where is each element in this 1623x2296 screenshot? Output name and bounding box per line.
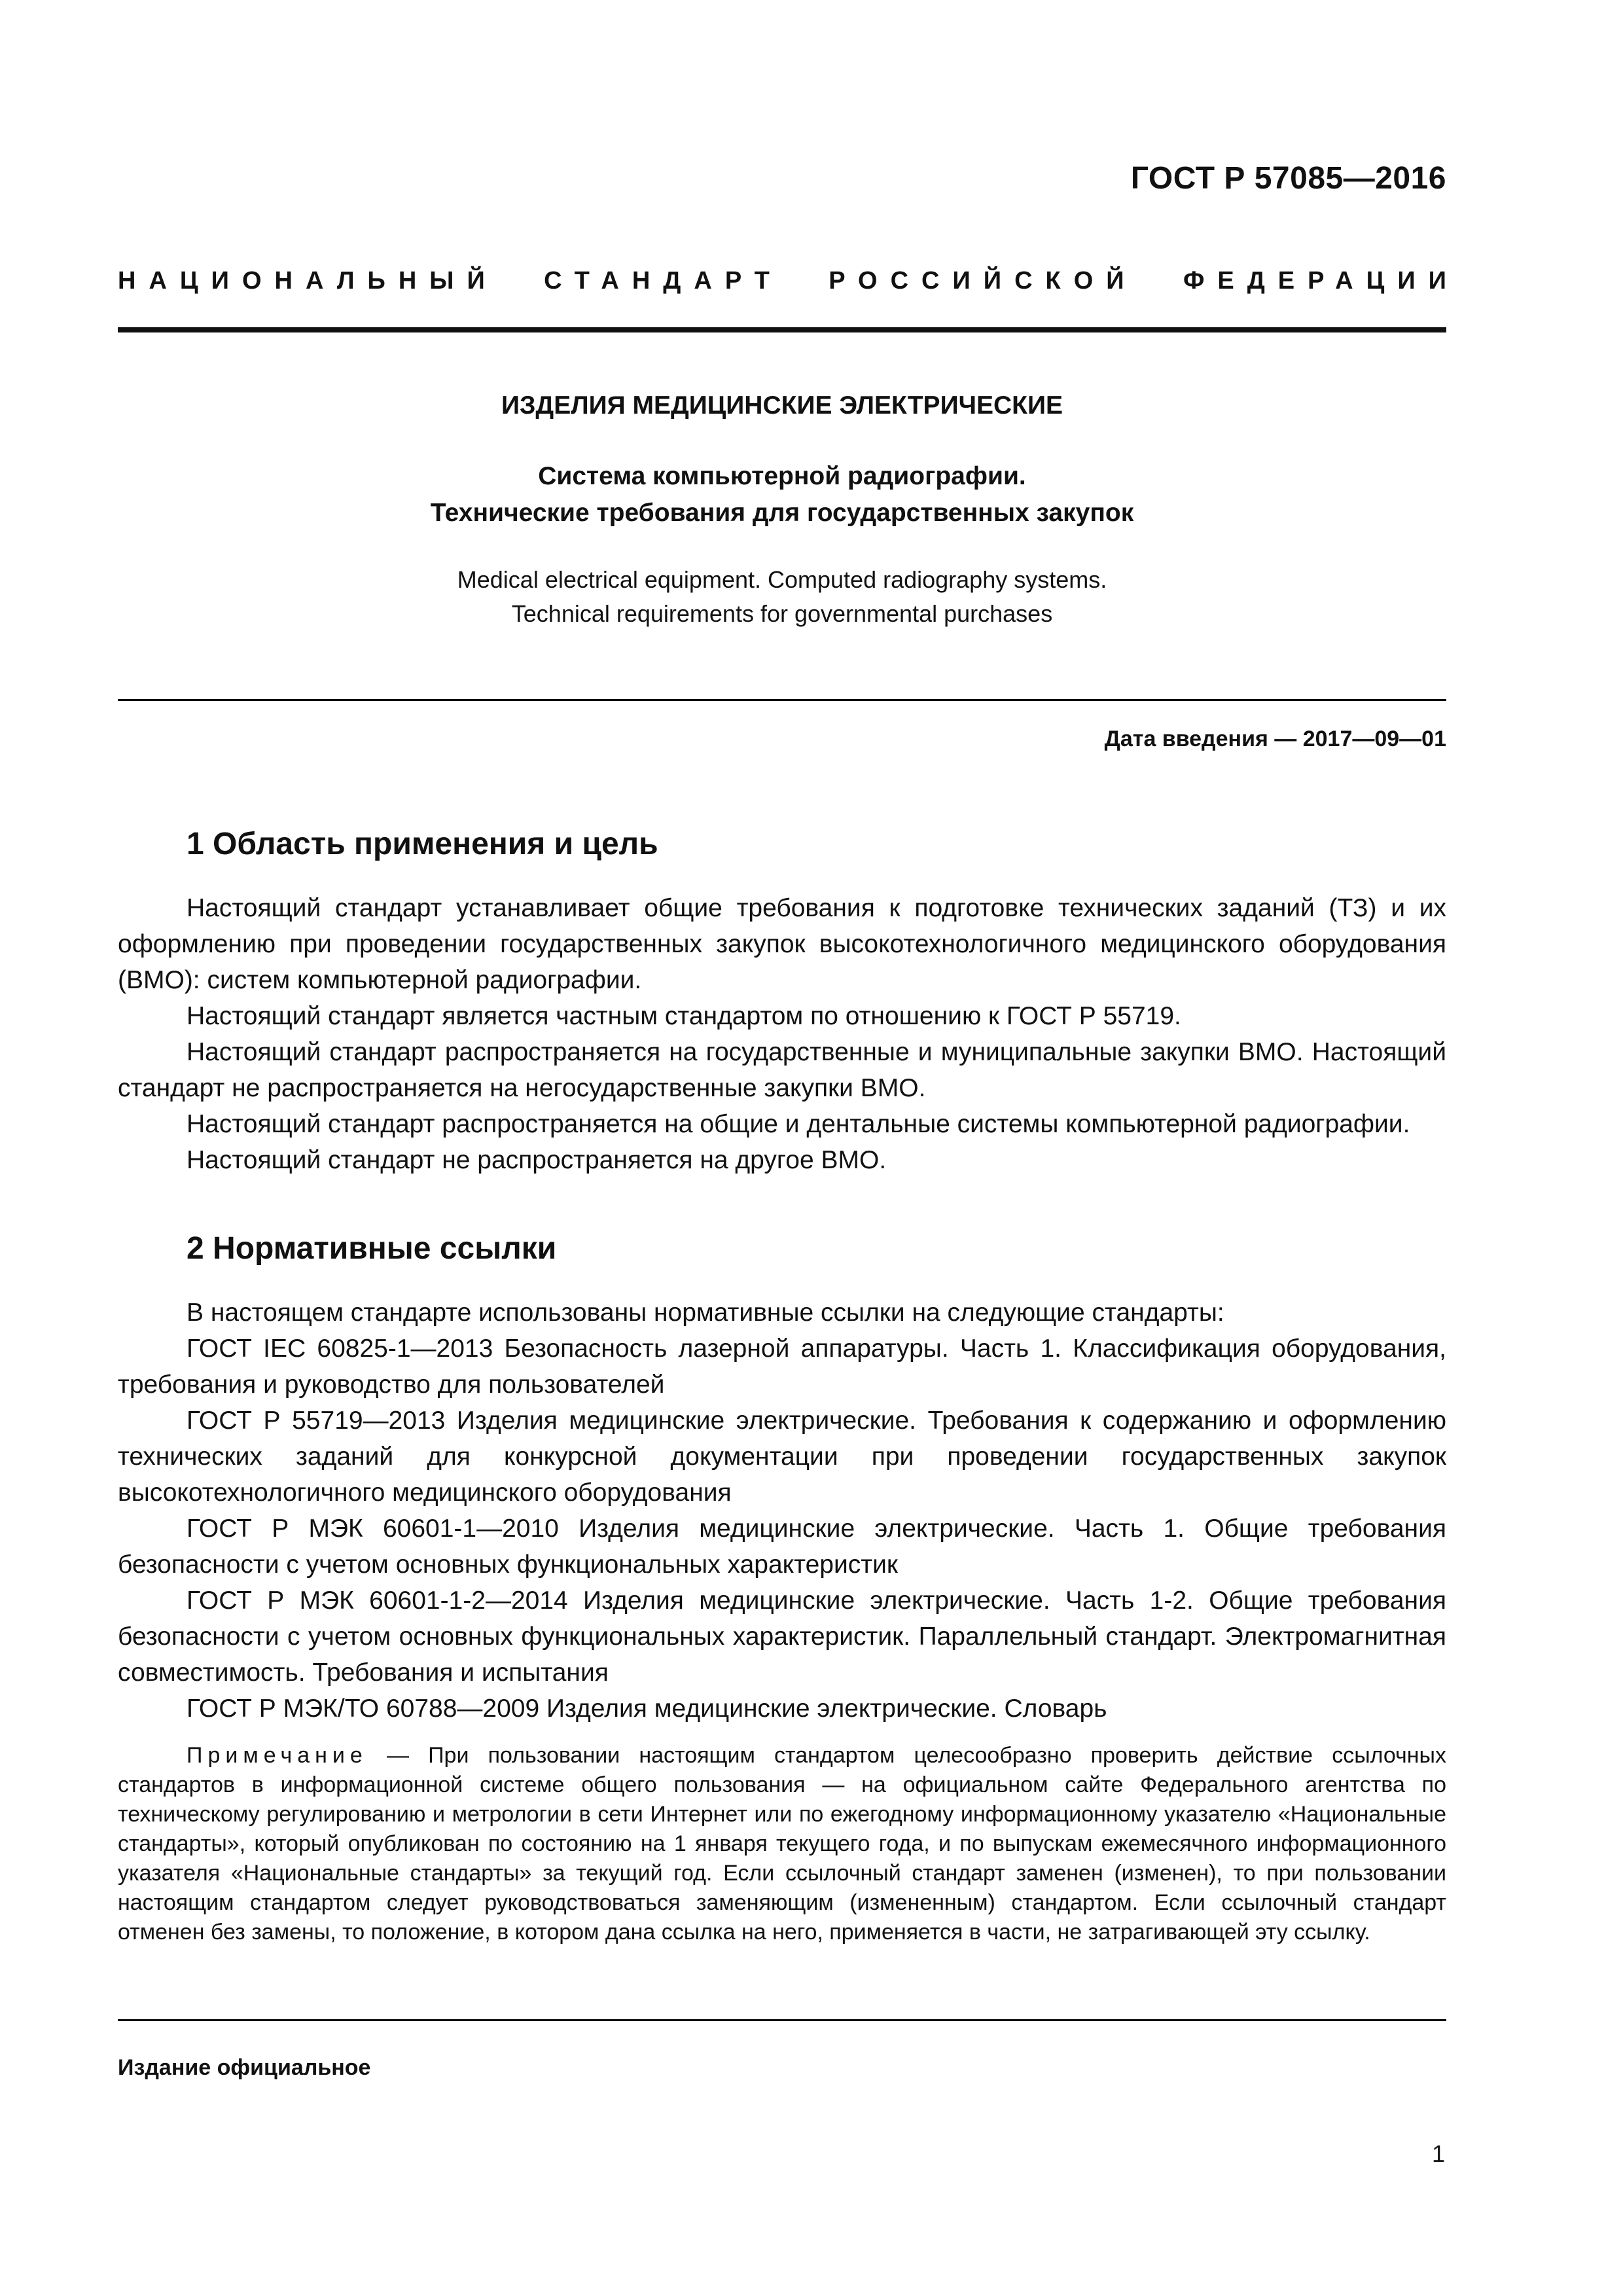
english-title-line: Technical requirements for governmental purchases [511, 600, 1053, 627]
english-title-line: Medical electrical equipment. Computed radiography systems. [457, 566, 1107, 593]
edition-label: Издание официальное [118, 2055, 371, 2080]
paragraph: Настоящий стандарт распространяется на государственные и муниципальные закупки ВМО. Настоящий стандарт не распространяется на негосударственные закупки ВМО. [118, 1038, 1446, 1102]
reference-item: ГОСТ Р 55719—2013 Изделия медицинские электрические. Требования к содержанию и оформлению технических заданий для конкурсной документации при проведении государственных закупок высокотехнологичного медицинского оборудования [118, 1407, 1446, 1507]
document-code: ГОСТ Р 57085—2016 [1130, 161, 1446, 196]
section-2-heading: 2 Нормативные ссылки [187, 1231, 557, 1266]
section-2-body [118, 1295, 1446, 1727]
subtitle-line: Технические требования для государственных закупок [430, 499, 1134, 527]
standard-title [118, 267, 1459, 295]
paragraph: Настоящий стандарт является частным стандартом по отношению к ГОСТ Р 55719. [187, 1002, 1181, 1030]
paragraph: Настоящий стандарт устанавливает общие требования к подготовке технических заданий (ТЗ) и их оформлению при проведении государственных закупок высокотехнологичного медицинского оборудования (ВМО): систем компьютерной радиографии. [118, 894, 1446, 994]
section-1-body [118, 890, 1446, 1178]
page-number: 1 [1431, 2140, 1445, 2167]
reference-item: ГОСТ Р МЭК 60601-1—2010 Изделия медицинские электрические. Часть 1. Общие требования безопасности с учетом основных функциональных характеристик [118, 1515, 1446, 1579]
reference-item: ГОСТ IEC 60825-1—2013 Безопасность лазерной аппаратуры. Часть 1. Классификация оборудования, требования и руководство для пользователей [118, 1335, 1446, 1399]
subtitle-line: Система компьютерной радиографии. [538, 462, 1026, 490]
paragraph: Настоящий стандарт распространяется на общие и дентальные системы компьютерной радиографии. [187, 1110, 1410, 1138]
introduction-date: Дата введения — 2017—09—01 [1104, 726, 1446, 751]
standard-title-word: НАЦИОНАЛЬНЫЙ [118, 267, 498, 295]
section-1-heading: 1 Область применения и цель [187, 827, 658, 861]
document-main-title: ИЗДЕЛИЯ МЕДИЦИНСКИЕ ЭЛЕКТРИЧЕСКИЕ [501, 391, 1063, 420]
note-text: — При пользовании настоящим стандартом целесообразно проверить действие ссылочных стандартов в информационной системе общего пользования — на официальном сайте Федерального агентства по техническому регулированию и метрологии в сети Интернет или по ежегодному информационному указателю «Национальные стандарты», который опубликован по состоянию на 1 января текущего года, и по выпускам ежемесячного информационного указателя «Национальные стандарты» за текущий год. Если ссылочный стандарт заменен (изменен), то при пользовании настоящим стандартом следует руководствоваться заменяющим (измененным) стандартом. Если ссылочный стандарт отменен без замены, то положение, в котором дана ссылка на него, применяется в части, не затрагивающей эту ссылку. [118, 1743, 1446, 1945]
reference-item: ГОСТ Р МЭК/ТО 60788—2009 Изделия медицинские электрические. Словарь [187, 1695, 1107, 1723]
standard-title-word: ФЕДЕРАЦИИ [1183, 267, 1459, 295]
note-paragraph [118, 1741, 1446, 1947]
english-title [118, 563, 1446, 631]
header-divider [118, 327, 1446, 332]
reference-item: ГОСТ Р МЭК 60601-1-2—2014 Изделия медицинские электрические. Часть 1-2. Общие требования безопасности с учетом основных функциональных характеристик. Параллельный стандарт. Электромагнитная совместимость. Требования и испытания [118, 1587, 1446, 1687]
title-divider [118, 699, 1446, 701]
paragraph: Настоящий стандарт не распространяется на другое ВМО. [187, 1146, 887, 1174]
note-label: Примечание [187, 1743, 368, 1768]
reference-note [118, 1741, 1446, 1947]
paragraph: В настоящем стандарте использованы нормативные ссылки на следующие стандарты: [187, 1299, 1224, 1327]
footer-divider [118, 2019, 1446, 2021]
standard-title-word: СТАНДАРТ [544, 267, 783, 295]
document-subtitle [118, 458, 1446, 531]
standard-title-word: РОССИЙСКОЙ [829, 267, 1137, 295]
